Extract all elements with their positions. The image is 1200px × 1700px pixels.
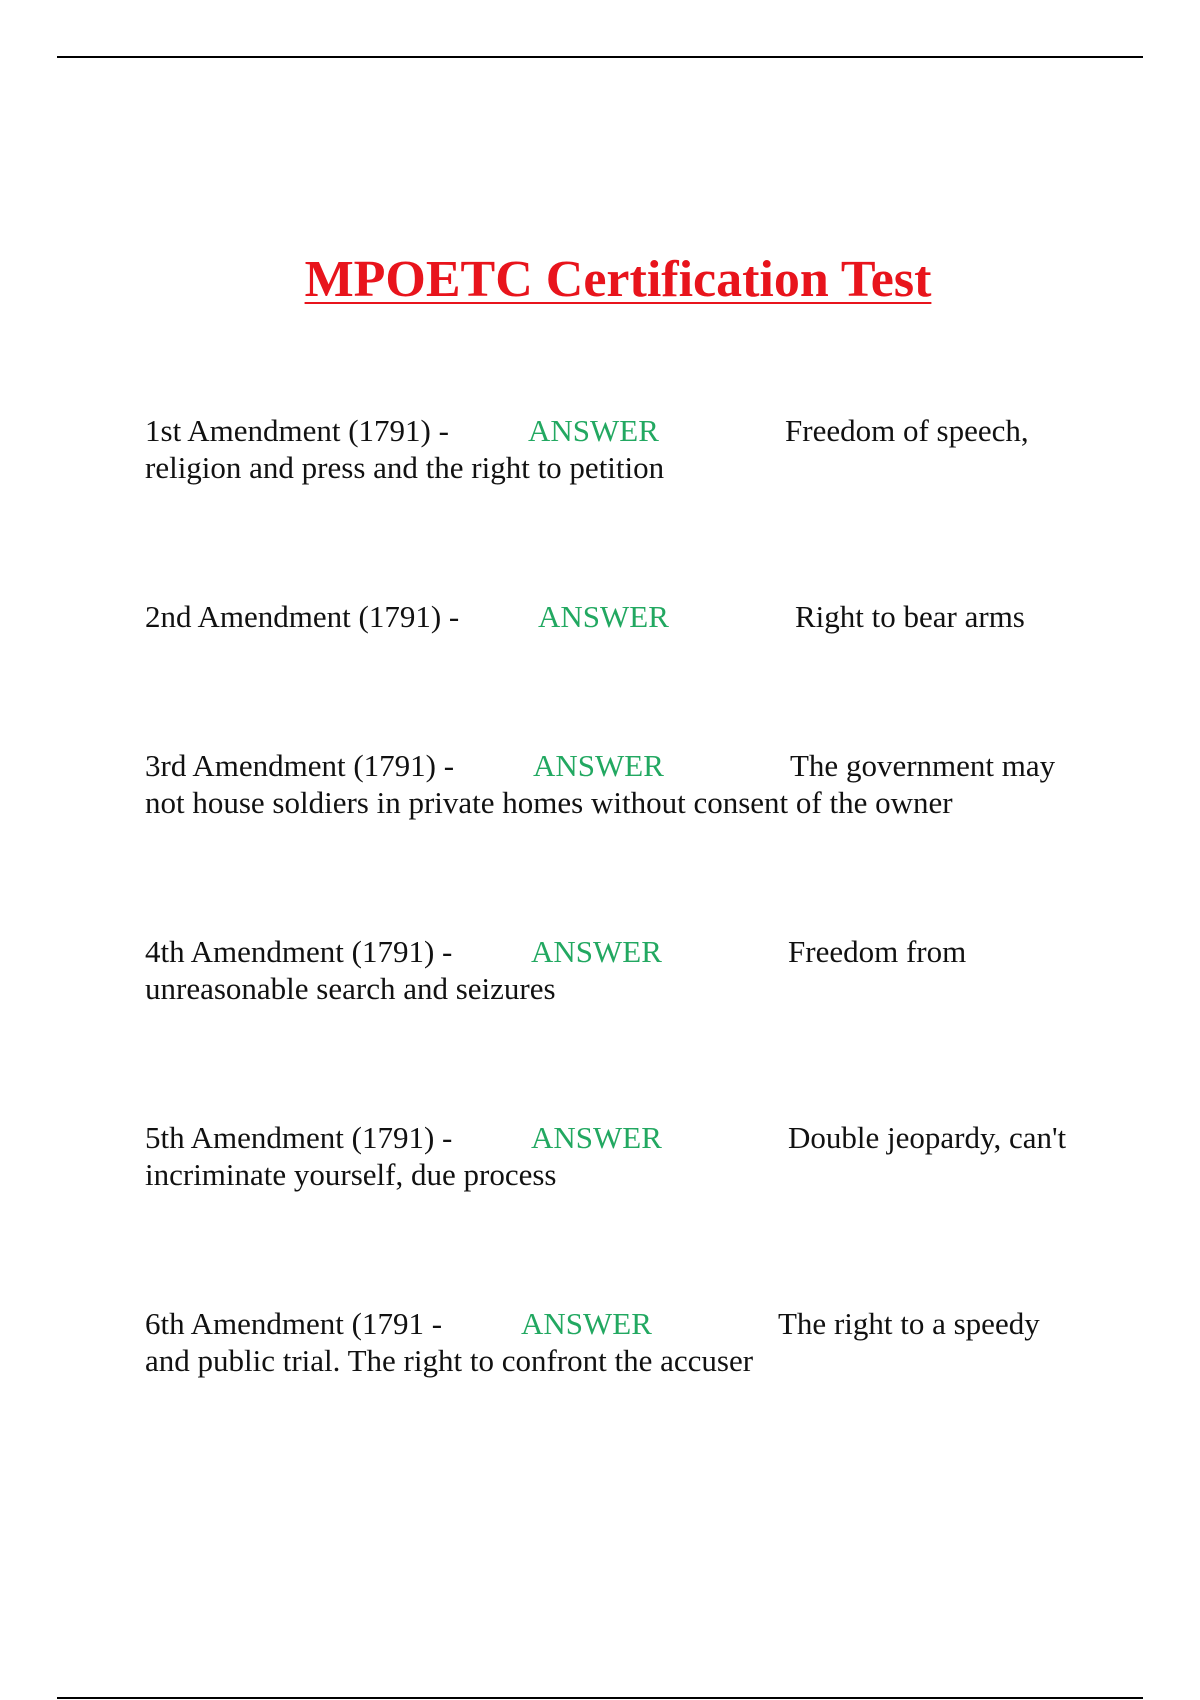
answer-label: ANSWER <box>521 1306 652 1341</box>
answer-label: ANSWER <box>538 599 669 634</box>
answer-text: Freedom of speech, <box>785 413 1029 448</box>
qa-item-2 <box>145 598 1105 635</box>
answer-text: Double jeopardy, can't <box>788 1120 1067 1155</box>
question-text: 2nd Amendment (1791) - <box>145 599 460 634</box>
answer-text: Right to bear arms <box>795 599 1025 634</box>
qa-item-6 <box>145 1305 1105 1379</box>
qa-item-3 <box>145 747 1105 821</box>
answer-label: ANSWER <box>531 934 662 969</box>
answer-label: ANSWER <box>528 413 659 448</box>
top-rule <box>57 56 1143 58</box>
page-title: MPOETC Certification Test <box>304 251 932 308</box>
qa-item-1 <box>145 412 1105 486</box>
answer-continuation: unreasonable search and seizures <box>145 971 556 1006</box>
answer-text: Freedom from <box>788 934 967 969</box>
question-text: 3rd Amendment (1791) - <box>145 748 455 783</box>
answer-text: The government may <box>790 748 1056 783</box>
answer-continuation: and public trial. The right to confront the accuser <box>145 1343 754 1378</box>
answer-continuation: incriminate yourself, due process <box>145 1157 557 1192</box>
answer-continuation: not house soldiers in private homes without consent of the owner <box>145 785 953 820</box>
question-text: 5th Amendment (1791) - <box>145 1120 453 1155</box>
qa-item-4 <box>145 933 1105 1007</box>
question-text: 1st Amendment (1791) - <box>145 413 449 448</box>
answer-text: The right to a speedy <box>778 1306 1040 1341</box>
answer-label: ANSWER <box>533 748 664 783</box>
answer-label: ANSWER <box>531 1120 662 1155</box>
qa-item-5 <box>145 1119 1105 1193</box>
question-text: 6th Amendment (1791 - <box>145 1306 443 1341</box>
bottom-rule <box>57 1697 1143 1699</box>
answer-continuation: religion and press and the right to petition <box>145 450 665 485</box>
question-text: 4th Amendment (1791) - <box>145 934 453 969</box>
